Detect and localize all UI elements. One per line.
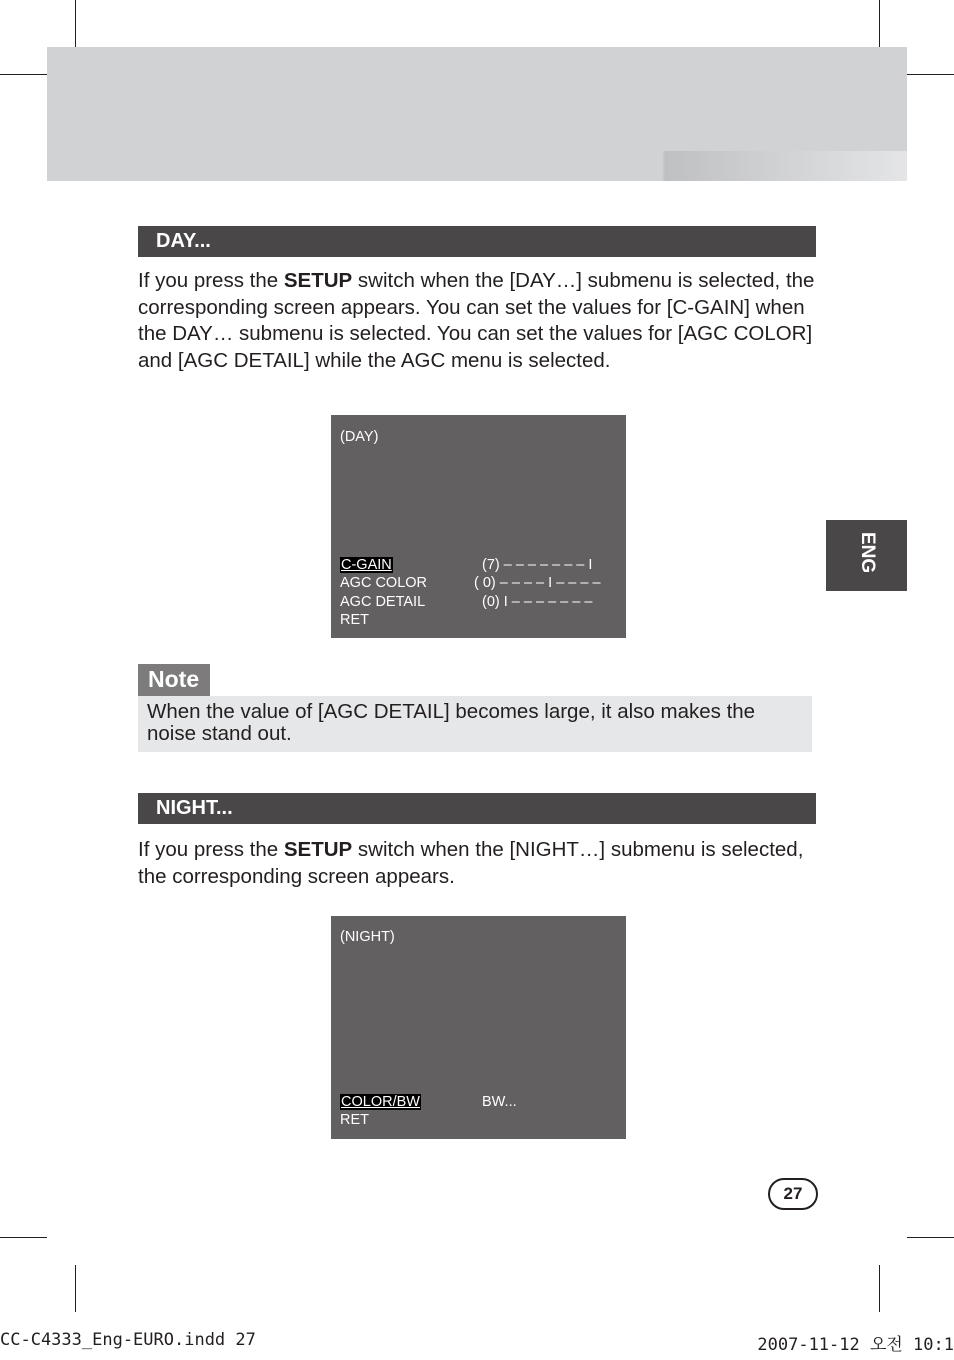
note-box bbox=[138, 696, 812, 752]
crop-mark bbox=[0, 1237, 47, 1238]
crop-mark bbox=[75, 0, 76, 47]
page-number: 27 bbox=[768, 1178, 818, 1210]
osd-row-label: COLOR/BW bbox=[341, 1094, 420, 1110]
osd-row-label: AGC DETAIL bbox=[340, 594, 426, 610]
night-heading-text: NIGHT... bbox=[156, 797, 233, 819]
osd-row-label: RET bbox=[340, 612, 369, 628]
day-section-heading bbox=[138, 226, 816, 257]
day-heading-text: DAY... bbox=[156, 230, 211, 252]
osd-row-value: (0) I – – – – – – – bbox=[482, 594, 593, 610]
osd-row-value: (7) – – – – – – – I bbox=[482, 557, 593, 573]
language-tab bbox=[826, 520, 907, 591]
crop-mark bbox=[907, 74, 954, 75]
crop-mark bbox=[0, 74, 47, 75]
osd-row-label: AGC COLOR bbox=[340, 575, 428, 591]
osd-row-label: RET bbox=[340, 1112, 369, 1128]
day-osd-screen bbox=[331, 415, 626, 638]
header-band bbox=[47, 47, 907, 151]
night-section-heading bbox=[138, 793, 816, 824]
osd-row-label: C-GAIN bbox=[341, 557, 392, 573]
crop-mark bbox=[879, 0, 880, 47]
crop-mark bbox=[907, 1237, 954, 1238]
osd-row-value: BW... bbox=[482, 1094, 517, 1110]
footer-timestamp: 2007-11-12 오전 10:1 bbox=[757, 1335, 954, 1355]
note-label: Note bbox=[138, 664, 210, 696]
crop-mark bbox=[75, 1265, 76, 1312]
osd-title: (DAY) bbox=[340, 429, 379, 445]
osd-row-value: ( 0) – – – – I – – – – bbox=[474, 575, 601, 591]
night-description: If you press the SETUP switch when the [NIGHT…] submenu is selected, the corresponding screen appears. bbox=[138, 838, 804, 888]
crop-mark bbox=[879, 1265, 880, 1312]
osd-title: (NIGHT) bbox=[340, 929, 395, 945]
day-description: If you press the SETUP switch when the [DAY…] submenu is selected, the corresponding screen appears. You can set the values for [C-GAIN] when the DAY… submenu is selected. You can set the values for [AGC COLOR] and [AGC DETAIL] while the AGC menu is selected. bbox=[138, 269, 815, 372]
header-strip bbox=[47, 151, 907, 181]
language-tab-text: ENG bbox=[857, 532, 878, 574]
note-text: When the value of [AGC DETAIL] becomes large, it also makes the noise stand out. bbox=[147, 700, 756, 745]
night-osd-screen bbox=[331, 916, 626, 1139]
footer-filename: CC-C4333_Eng-EURO.indd 27 bbox=[0, 1330, 256, 1350]
